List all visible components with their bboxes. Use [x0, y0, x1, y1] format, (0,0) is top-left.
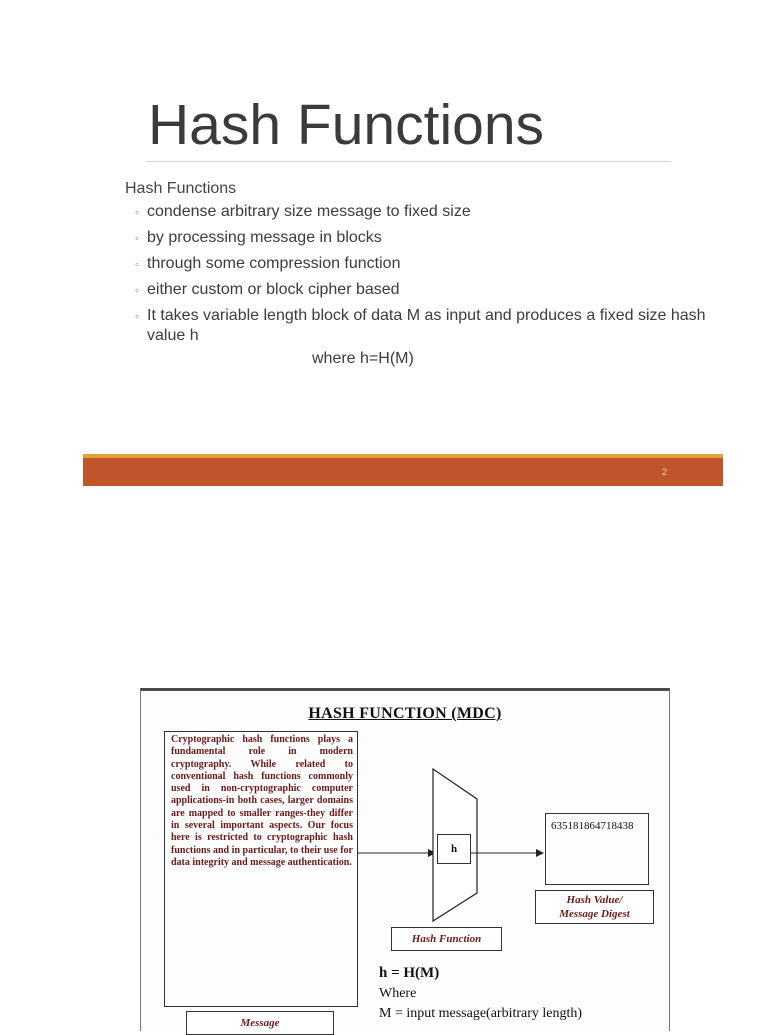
bullet-icon: ◦	[135, 207, 139, 219]
h-box: h	[437, 834, 471, 864]
list-item	[135, 254, 715, 274]
hash-function-figure	[140, 688, 670, 1031]
list-item	[135, 280, 715, 300]
digest-label	[535, 890, 654, 924]
hash-equation: h = H(M)	[379, 965, 440, 981]
where-label: Where	[379, 986, 417, 1001]
bullet-list	[125, 202, 715, 346]
bullet-text: It takes variable length block of data M as input and produces a fixed size hash value h	[147, 307, 706, 344]
list-item	[135, 228, 715, 248]
bullet-icon: ◦	[135, 285, 139, 297]
hash-formula: where h=H(M)	[312, 350, 414, 367]
digest-value: 635181864718438	[551, 820, 634, 832]
bullet-icon: ◦	[135, 311, 139, 323]
message-label: Message	[186, 1011, 334, 1035]
digest-box	[545, 813, 649, 885]
title-divider	[146, 161, 671, 162]
list-item	[135, 306, 715, 346]
digest-label-line2: Message Digest	[559, 908, 630, 920]
digest-label-line1: Hash Value/	[566, 894, 623, 906]
bullet-text: by processing message in blocks	[147, 229, 382, 246]
hash-function-label: Hash Function	[391, 927, 502, 951]
list-item	[135, 202, 715, 222]
bullet-text: either custom or block cipher based	[147, 281, 400, 298]
bullet-icon: ◦	[135, 259, 139, 271]
slide-body	[125, 180, 715, 368]
description-text: Cryptographic hash functions plays a fundamental role in modern cryptography. While related to conventional hash functions commonly used in non-cryptographic computer applications-in both cases, larger domains are mapped to smaller ranges-they differ in several important aspects. Our focus here is restricted to cryptographic hash functions and in particular, to their use for data integrity and message authentication.	[171, 734, 353, 868]
figure-title: HASH FUNCTION (MDC)	[308, 705, 502, 722]
page-number: 2	[661, 467, 667, 477]
bullet-text: through some compression function	[147, 255, 401, 272]
footer-bar	[83, 458, 723, 486]
slide-title: Hash Functions	[148, 93, 545, 157]
bullet-text: condense arbitrary size message to fixed size	[147, 203, 471, 220]
message-definition: M = input message(arbitrary length)	[379, 1006, 583, 1021]
bullet-icon: ◦	[135, 233, 139, 245]
section-heading: Hash Functions	[125, 180, 237, 197]
